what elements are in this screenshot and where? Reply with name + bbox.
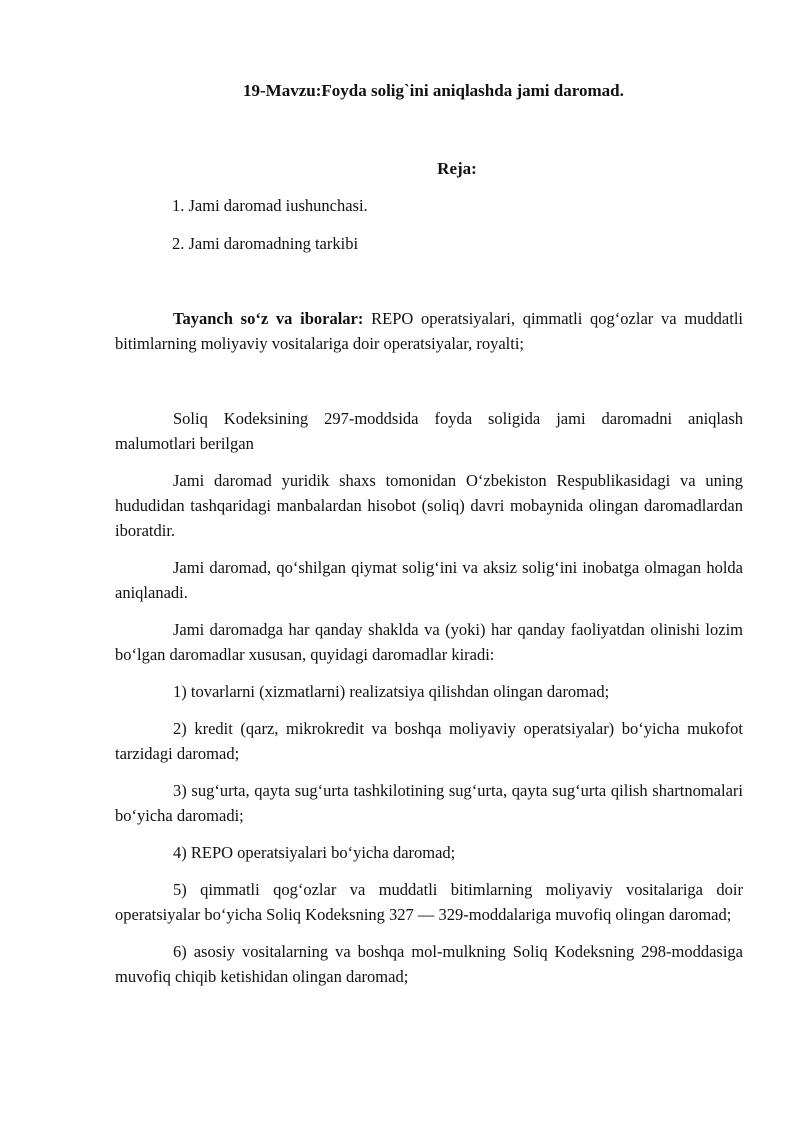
document-title: 19-Mavzu:Foyda solig`ini aniqlashda jami daromad.	[243, 81, 624, 100]
keywords-text: REPO operatsiyalari, qimmatli qog‘ozlar va muddatli bitimlarning moliyaviy vositalariga doir operatsiyalar, royalti;	[115, 309, 743, 353]
document-body	[115, 406, 743, 1001]
keywords-block	[115, 306, 743, 368]
plan-item: 1. Jami daromad iushunchasi.	[172, 196, 368, 215]
paragraph: Soliq Kodeksining 297-moddsida foyda soligida jami daromadni aniqlash malumotlari berilgan	[115, 409, 743, 453]
list-item: 6) asosiy vositalarning va boshqa mol-mulkning Soliq Kodeksning 298-moddasiga muvofiq chiqib ketishidan olingan daromad;	[115, 942, 743, 986]
list-item: 1) tovarlarni (xizmatlarni) realizatsiya qilishdan olingan daromad;	[173, 682, 610, 701]
plan-item: 2. Jami daromadning tarkibi	[172, 234, 359, 253]
paragraph: Jami daromad, qo‘shilgan qiymat solig‘ini va aksiz solig‘ini inobatga olmagan holda aniqlanadi.	[115, 558, 743, 602]
paragraph: Jami daromadga har qanday shaklda va (yoki) har qanday faoliyatdan olinishi lozim bo‘lgan daromadlar xususan, quyidagi daromadlar kiradi:	[115, 620, 743, 664]
list-item: 2) kredit (qarz, mikrokredit va boshqa moliyaviy operatsiyalar) bo‘yicha mukofot tarzidagi daromad;	[115, 719, 743, 763]
list-item: 4) REPO operatsiyalari bo‘yicha daromad;	[173, 843, 456, 862]
list-item: 5) qimmatli qog‘ozlar va muddatli bitimlarning moliyaviy vositalariga doir operatsiyalar bo‘yicha Soliq Kodeksning 327 — 329-moddalariga muvofiq olingan daromad;	[115, 880, 743, 924]
list-item: 3) sug‘urta, qayta sug‘urta tashkilotining sug‘urta, qayta sug‘urta qilish shartnomalari bo‘yicha daromadi;	[115, 781, 743, 825]
plan-heading: Reja:	[437, 159, 477, 178]
paragraph: Jami daromad yuridik shaxs tomonidan O‘zbekiston Respublikasidagi va uning hududidan tashqaridagi manbalardan hisobot (soliq) davri mobaynida olingan daromadlardan iboratdir.	[115, 471, 743, 540]
keywords-paragraph	[115, 306, 743, 356]
keywords-label: Tayanch so‘z va iboralar:	[173, 309, 364, 328]
